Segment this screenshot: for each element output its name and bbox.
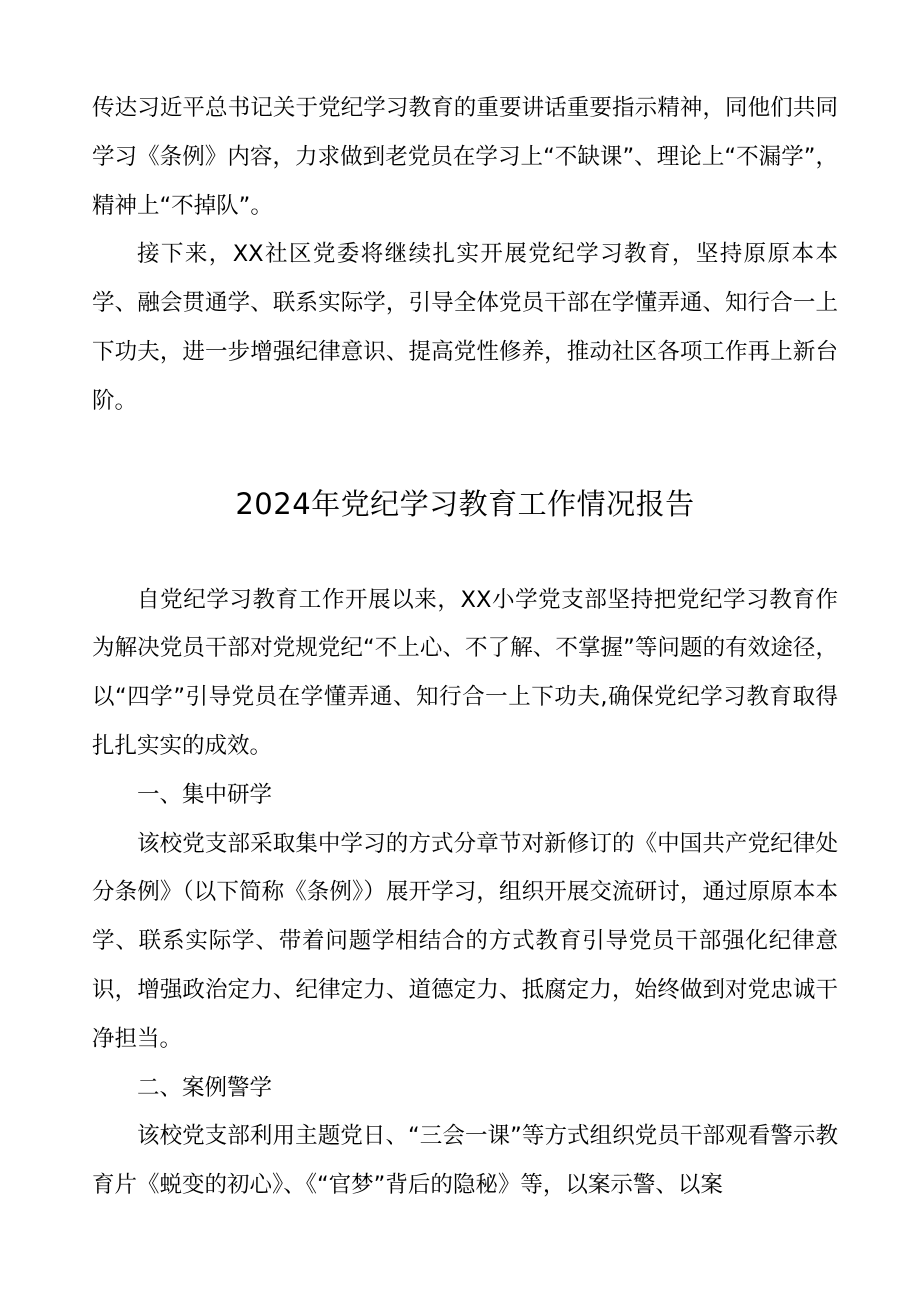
spacer: [92, 426, 838, 482]
section-heading-2: 二、案例警学: [137, 1074, 273, 1101]
report-title: 2024年党纪学习教育工作情况报告: [235, 486, 695, 521]
section-body-2: 该校党支部利用主题党日、“三会一课”等方式组织党员干部观看警示教育片《蜕变的初心》、《“官梦”背后的隐秘》等，以案示警、以案: [92, 1123, 838, 1199]
paragraph-community-plan: 接下来，XX社区党委将继续扎实开展党纪学习教育，坚持原原本本学、融会贯通学、联系实际学，引导全体党员干部在学懂弄通、知行合一上下功夫，进一步增强纪律意识、提高党性修养，推动社区各项工作再上新台阶。: [92, 241, 838, 414]
spacer: [92, 526, 838, 576]
paragraph-continuation: 传达习近平总书记关于党纪学习教育的重要讲话重要指示精神，同他们共同学习《条例》内容，力求做到老党员在学习上“不缺课”、理论上“不漏学”，精神上“不掉队”。: [92, 95, 838, 219]
document-page: [92, 84, 838, 1210]
report-intro-paragraph: 自党纪学习教育工作开展以来，XX小学党支部坚持把党纪学习教育作为解决党员干部对党规党纪“不上心、不了解、不掌握”等问题的有效途径，以“四学”引导党员在学懂弄通、知行合一上下功夫,确保党纪学习教育取得扎扎实实的成效。: [92, 586, 838, 759]
section-body-1: 该校党支部采取集中学习的方式分章节对新修订的《中国共产党纪律处分条例》（以下简称《条例》）展开学习，组织开展交流研讨，通过原原本本学、联系实际学、带着问题学相结合的方式教育引导党员干部强化纪律意识，增强政治定力、纪律定力、道德定力、抵腐定力，始终做到对党忠诚干净担当。: [92, 830, 838, 1052]
section-heading-1: 一、集中研学: [137, 781, 273, 808]
